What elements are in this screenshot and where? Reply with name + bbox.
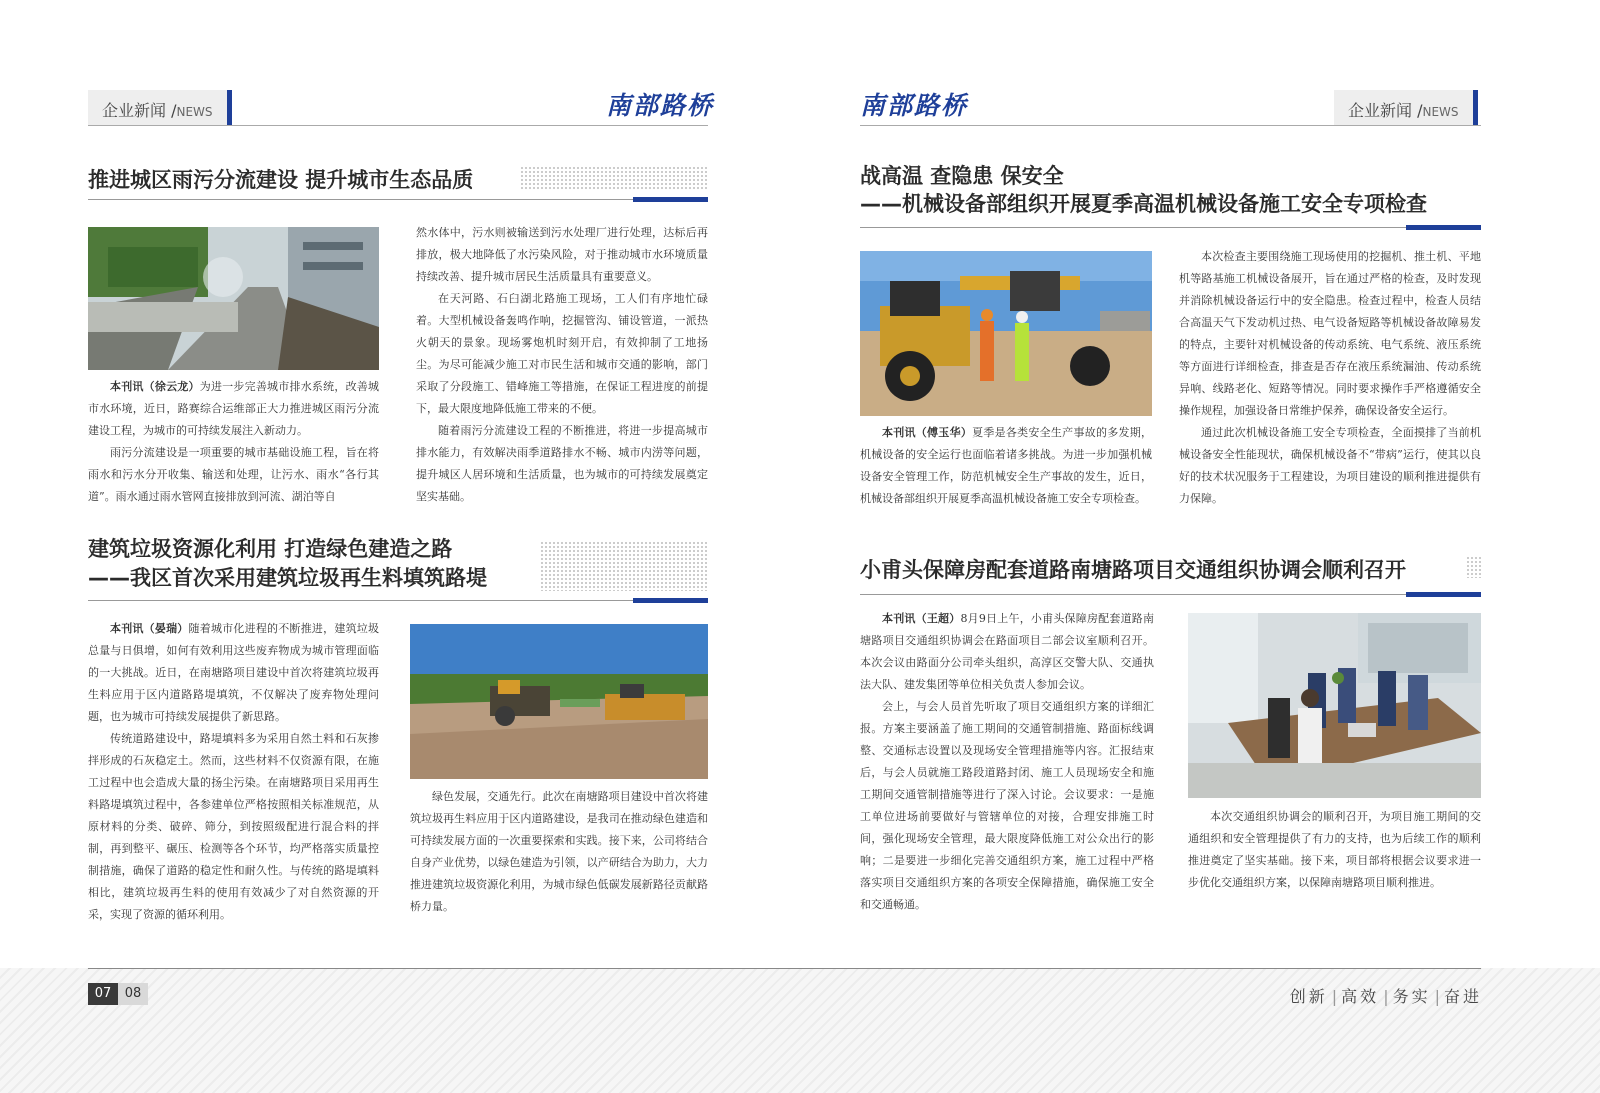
- photo-meeting-room: [1188, 613, 1481, 798]
- title-dots-decoration: [540, 541, 708, 591]
- section-separator: /: [1412, 101, 1423, 120]
- slogan-word: 高效: [1341, 987, 1380, 1006]
- article-1-p2: 雨污分流建设是一项重要的城市基础设施工程，旨在将雨水和污水分开收集、输送和处理，让污水、雨水“各行其道”。雨水通过雨水管网直接排放到河流、湖泊等自: [88, 446, 379, 503]
- article-4-col2: [1188, 806, 1481, 894]
- title-dots-decoration: [520, 166, 708, 190]
- section-label: 企业新闻: [1348, 101, 1413, 120]
- article-3-title-line2: ——机械设备部组织开展夏季高温机械设备施工安全专项检查: [860, 192, 1427, 216]
- title-rule: [860, 594, 1481, 595]
- article-1-col2: [416, 222, 708, 508]
- header-rule: [88, 125, 708, 126]
- section-separator: /: [166, 101, 177, 120]
- article-2-col1: [88, 618, 379, 926]
- article-4-p2: 会上，与会人员首先听取了项目交通组织方案的详细汇报。方案主要涵盖了施工期间的交通管制措施、路面标线调整、交通标志设置以及现场安全管理措施等内容。汇报结束后，与会人员就施工路段道路封闭、施工人员现场安全和施工期间交通管制措施等进行了深入讨论。会议要求：一是施工单位进场前要做好与管辖单位的对接，合理安排施工时间，强化现场安全管理，最大限度降低施工对公众出行的影响；二是要进一步细化完善交通组织方案，施工过程中严格落实项目交通组织方案的各项安全保障措施，确保施工安全和交通畅通。: [860, 700, 1154, 911]
- header-rule: [860, 125, 1481, 126]
- article-1-p5: 随着雨污分流建设工程的不断推进，将进一步提高城市排水能力，有效解决雨季道路排水不畅、城市内涝等问题，提升城区人居环境和生活质量，也为城市的可持续发展奠定坚实基础。: [416, 424, 708, 503]
- title-accent-bar: [633, 598, 708, 603]
- section-label: 企业新闻: [102, 101, 167, 120]
- slogan-word: 创新: [1289, 987, 1328, 1006]
- title-accent-bar: [633, 197, 708, 202]
- footer-rule: [88, 968, 1481, 969]
- footer-slogan: 创新 | 高效 | 务实 | 奋进: [1289, 987, 1482, 1006]
- article-1-p4: 在天河路、石臼湖北路施工现场，工人们有序地忙碌着。大型机械设备轰鸣作响，挖掘管沟、铺设管道，一派热火朝天的景象。现场雾炮机时刻开启，有效抑制了工地扬尘。为尽可能减少施工对市民生活和城市交通的影响，部门采取了分段施工、错峰施工等措施，在保证工程进度的前提下，最大限度地降低施工带来的不便。: [416, 292, 708, 415]
- brand-logo: 南部路桥: [606, 91, 715, 120]
- title-rule: [88, 199, 708, 200]
- article-2-byline: 本刊讯（晏瑞）: [110, 622, 189, 635]
- section-label-en: NEWS: [176, 105, 213, 119]
- title-dots-decoration: [1466, 556, 1481, 578]
- article-2-p1: 随着城市化进程的不断推进，建筑垃圾总量与日俱增，如何有效利用这些废弃物成为城市管理面临的一大挑战。近日，在南塘路项目建设中首次将建筑垃圾再生料应用于区内道路路堤填筑，不仅解决了废弃物处理问题，也为城市可持续发展提供了新思路。: [88, 622, 380, 723]
- photo-street-construction: [88, 227, 379, 370]
- article-4-byline: 本刊讯（王超）: [882, 612, 961, 625]
- brand-logo: 南部路桥: [860, 91, 969, 120]
- article-2-p2: 传统道路建设中，路堤填料多为采用自然土料和石灰掺拌形成的石灰稳定土。然而，这些材料不仅资源有限，在施工过程中也会造成大量的扬尘污染。在南塘路项目采用再生料路堤填筑过程中，各参建单位严格按照相关标准规范，从原材料的分类、破碎、筛分，到按照级配进行混合料的拌制，再到整平、碾压、检测等各个环节，均严格落实质量控制措施，确保了道路的稳定性和耐久性。与传统的路堤填料相比，建筑垃圾再生料的使用有效减少了对自然资源的开采，实现了资源的循环利用。: [88, 732, 379, 921]
- article-2-title: [88, 535, 487, 593]
- article-4-title: 小甫头保障房配套道路南塘路项目交通组织协调会顺利召开: [860, 558, 1406, 582]
- right-page: [800, 0, 1600, 1093]
- section-tab: [1334, 90, 1478, 126]
- section-tab: [88, 90, 232, 126]
- article-3-title: [860, 162, 1427, 218]
- photo-grader-inspection: [860, 251, 1152, 416]
- article-3-p2: 本次检查主要围绕施工现场使用的挖掘机、推土机、平地机等路基施工机械设备展开，旨在通过严格的检查，及时发现并消除机械设备运行中的安全隐患。检查过程中，检查人员结合高温天气下发动机过热、电气设备短路等机械设备故障易发的特点，主要针对机械设备的传动系统、电气系统、液压系统等方面进行详细检查，排查是否存在液压系统漏油、传动系统异响、线路老化、短路等情况。同时要求操作手严格遵循安全操作规程，加强设备日常维护保养，确保设备安全运行。: [1179, 250, 1481, 417]
- article-3-col1: [860, 422, 1152, 510]
- page-number-right: 08: [118, 983, 148, 1005]
- slogan-word: 奋进: [1443, 987, 1482, 1006]
- slogan-word: 务实: [1392, 987, 1431, 1006]
- article-3-byline: 本刊讯（傅玉华）: [882, 426, 973, 439]
- article-1-byline: 本刊讯（徐云龙）: [110, 380, 200, 393]
- article-4-p1: 8月9日上午，小甫头保障房配套道路南塘路项目交通组织协调会在路面项目二部会议室顺利召开。本次会议由路面分公司牵头组织，高淳区交警大队、交通执法大队、建发集团等单位相关负责人参加会议。: [860, 612, 1155, 691]
- article-1-title: 推进城区雨污分流建设 提升城市生态品质: [88, 168, 474, 192]
- article-2-title-line2: ——我区首次采用建筑垃圾再生料填筑路堤: [88, 566, 487, 590]
- article-4-col1: [860, 608, 1154, 916]
- title-rule: [860, 227, 1481, 228]
- article-2-p3: 绿色发展，交通先行。此次在南塘路项目建设中首次将建筑垃圾再生料应用于区内道路建设，是我司在推动绿色建造和可持续发展方面的一次重要探索和实践。接下来，公司将结合自身产业优势，以绿色建造为引领，以产研结合为助力，大力推进建筑垃圾资源化利用，为城市绿色低碳发展新路径贡献路桥力量。: [410, 790, 708, 913]
- article-1-col1: [88, 376, 379, 508]
- page-number-left: 07: [88, 983, 118, 1005]
- article-3-p1: 夏季是各类安全生产事故的多发期，机械设备的安全运行也面临着诸多挑战。为进一步加强机械设备安全管理工作，防范机械安全生产事故的发生，近日，机械设备部组织开展夏季高温机械设备施工安全专项检查。: [860, 426, 1153, 505]
- title-accent-bar: [1406, 592, 1481, 597]
- article-3-p3: 通过此次机械设备施工安全专项检查，全面摸排了当前机械设备安全性能现状，确保机械设备不“带病”运行，使其以良好的技术状况服务于工程建设，为项目建设的顺利推进提供有力保障。: [1179, 426, 1481, 505]
- article-1-p3: 然水体中，污水则被输送到污水处理厂进行处理，达标后再排放，极大地降低了水污染风险，对于推动城市水环境质量持续改善、提升城市居民生活质量具有重要意义。: [416, 226, 708, 283]
- title-rule: [88, 600, 708, 601]
- photo-road-rollers: [410, 624, 708, 779]
- article-4-p3: 本次交通组织协调会的顺利召开，为项目施工期间的交通组织和安全管理提供了有力的支持，也为后续工作的顺利推进奠定了坚实基础。接下来，项目部将根据会议要求进一步优化交通组织方案，以保障南塘路项目顺利推进。: [1188, 810, 1481, 889]
- title-accent-bar: [1406, 225, 1481, 230]
- article-3-col2: [1179, 246, 1481, 510]
- article-2-title-line1: 建筑垃圾资源化利用 打造绿色建造之路: [88, 537, 453, 561]
- article-1-p1: 为进一步完善城市排水系统，改善城市水环境，近日，路赛综合运维部正大力推进城区雨污分流建设工程，为城市的可持续发展注入新动力。: [88, 380, 380, 437]
- section-label-en: NEWS: [1422, 105, 1459, 119]
- article-2-col2: [410, 786, 708, 918]
- article-3-title-line1: 战高温 查隐患 保安全: [860, 164, 1064, 188]
